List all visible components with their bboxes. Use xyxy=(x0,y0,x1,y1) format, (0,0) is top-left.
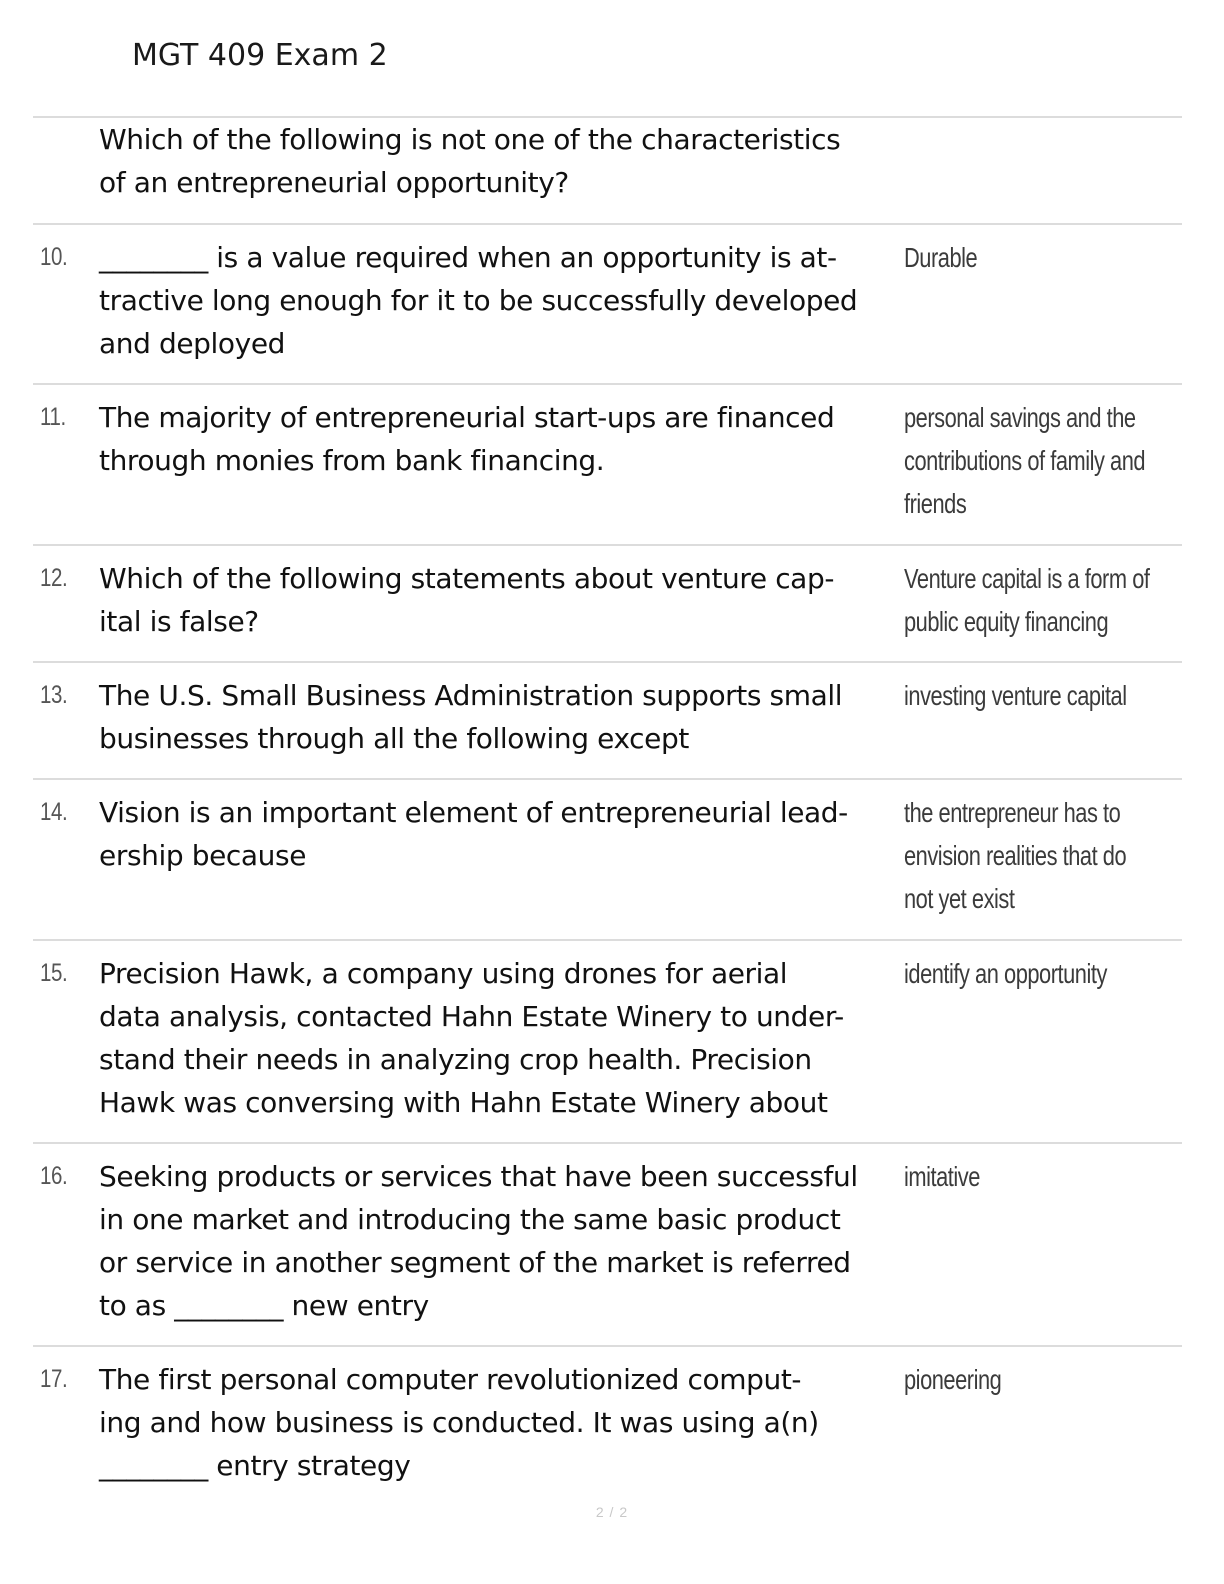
answer-text xyxy=(904,236,1154,279)
question-text xyxy=(99,1155,895,1327)
question-text xyxy=(99,952,895,1124)
answer-line: envision realities that do xyxy=(904,840,1127,871)
question-number: 14. xyxy=(40,798,68,826)
question-number: 12. xyxy=(40,564,68,592)
answer-text xyxy=(904,952,1154,995)
divider xyxy=(33,939,1182,941)
question-number: 17. xyxy=(40,1365,68,1393)
answer-line: contributions of family and xyxy=(904,445,1146,476)
question-text xyxy=(99,118,895,204)
question-line: ________ is a value required when an opportunity is at- xyxy=(99,241,837,274)
question-line: Precision Hawk, a company using drones for aerial xyxy=(99,957,788,990)
answer-text xyxy=(904,791,1154,920)
question-line: Which of the following statements about venture cap- xyxy=(99,562,835,595)
answer-line: pioneering xyxy=(904,1364,1002,1395)
question-line: data analysis, contacted Hahn Estate Winery to under- xyxy=(99,1000,844,1033)
page-number: 2 / 2 xyxy=(595,1504,629,1520)
question-text xyxy=(99,557,895,643)
divider xyxy=(33,1345,1182,1347)
question-line: ership because xyxy=(99,839,307,872)
question-line: or service in another segment of the market is referred xyxy=(99,1246,851,1279)
answer-line: Durable xyxy=(904,242,978,273)
answer-line: imitative xyxy=(904,1161,980,1192)
question-line: The first personal computer revolutionized comput- xyxy=(99,1363,802,1396)
question-line: The U.S. Small Business Administration supports small xyxy=(99,679,843,712)
answer-line: identify an opportunity xyxy=(904,958,1107,989)
question-line: and deployed xyxy=(99,327,286,360)
question-text xyxy=(99,674,895,760)
question-text xyxy=(99,1358,895,1487)
question-line: Hawk was conversing with Hahn Estate Winery about xyxy=(99,1086,828,1119)
divider xyxy=(33,661,1182,663)
question-line: to as ________ new entry xyxy=(99,1289,429,1322)
divider xyxy=(33,1142,1182,1144)
answer-line: friends xyxy=(904,488,967,519)
answer-line: personal savings and the xyxy=(904,402,1136,433)
answer-text xyxy=(904,1358,1154,1401)
answer-line: public equity financing xyxy=(904,606,1109,637)
question-line: ing and how business is conducted. It was using a(n) xyxy=(99,1406,819,1439)
answer-text xyxy=(904,1155,1154,1198)
answer-line: not yet exist xyxy=(904,883,1015,914)
divider xyxy=(33,778,1182,780)
divider xyxy=(33,383,1182,385)
divider xyxy=(33,223,1182,225)
page-title: MGT 409 Exam 2 xyxy=(132,38,388,73)
question-number: 15. xyxy=(40,959,68,987)
answer-text xyxy=(904,674,1154,717)
question-line: Seeking products or services that have been successful xyxy=(99,1160,858,1193)
question-line: ital is false? xyxy=(99,605,259,638)
answer-text xyxy=(904,557,1154,643)
question-line: The majority of entrepreneurial start-ups are financed xyxy=(99,401,835,434)
question-number: 10. xyxy=(40,243,68,271)
question-line: Which of the following is not one of the characteristics xyxy=(99,123,841,156)
question-number: 16. xyxy=(40,1162,68,1190)
question-text xyxy=(99,396,895,482)
question-line: of an entrepreneurial opportunity? xyxy=(99,166,569,199)
question-number: 11. xyxy=(40,403,66,431)
question-number: 13. xyxy=(40,681,68,709)
question-line: ________ entry strategy xyxy=(99,1449,411,1482)
question-line: through monies from bank financing. xyxy=(99,444,605,477)
question-line: stand their needs in analyzing crop health. Precision xyxy=(99,1043,812,1076)
answer-line: the entrepreneur has to xyxy=(904,797,1121,828)
question-line: businesses through all the following except xyxy=(99,722,689,755)
answer-line: investing venture capital xyxy=(904,680,1127,711)
divider xyxy=(33,544,1182,546)
question-text xyxy=(99,236,895,365)
answer-text xyxy=(904,396,1154,525)
question-line: Vision is an important element of entrepreneurial lead- xyxy=(99,796,848,829)
question-line: in one market and introducing the same basic product xyxy=(99,1203,841,1236)
question-text xyxy=(99,791,895,877)
question-line: tractive long enough for it to be successfully developed xyxy=(99,284,858,317)
answer-line: Venture capital is a form of xyxy=(904,563,1150,594)
